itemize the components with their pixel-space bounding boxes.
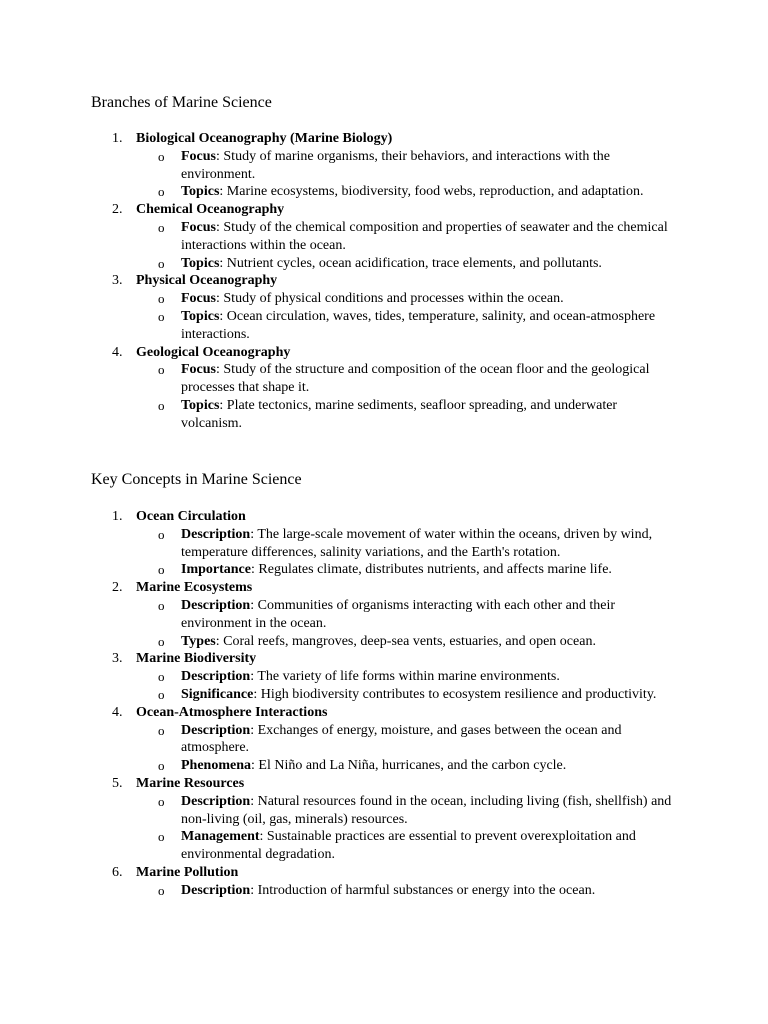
sub-item [0, 722, 681, 758]
circle-bullet-icon: o [158, 219, 165, 235]
sub-list [0, 361, 681, 432]
circle-bullet-icon: o [158, 758, 165, 774]
sub-item [0, 397, 681, 433]
circle-bullet-icon: o [158, 362, 165, 378]
sub-item-text [181, 397, 681, 433]
sub-item-label: Description [181, 669, 251, 685]
circle-bullet-icon: o [158, 148, 165, 164]
circle-bullet-icon: o [158, 722, 165, 738]
branches-list [0, 130, 681, 433]
sub-item-label: Focus [181, 148, 216, 164]
sub-item-label: Significance [181, 686, 254, 702]
item-number: 2. [112, 202, 123, 218]
sub-item-body: : Ocean circulation, waves, tides, temperature, salinity, and ocean-atmosphere interactions. [181, 308, 656, 342]
sub-item-text [181, 290, 681, 308]
sub-item-body: : Sustainable practices are essential to prevent overexploitation and environmental degradation. [181, 829, 636, 863]
sub-item-body: : High biodiversity contributes to ecosystem resilience and productivity. [253, 686, 657, 702]
sub-item-body: : Study of the structure and composition of the ocean floor and the geological processes that shape it. [181, 362, 650, 396]
circle-bullet-icon: o [158, 793, 165, 809]
list-item [0, 579, 681, 650]
sub-item-body: : Nutrient cycles, ocean acidification, trace elements, and pollutants. [219, 255, 602, 271]
sub-item-body: : Study of physical conditions and processes within the ocean. [216, 291, 564, 307]
sub-item [0, 757, 681, 775]
sub-item-label: Description [181, 722, 251, 738]
sub-item [0, 668, 681, 686]
sub-item-label: Focus [181, 291, 216, 307]
sub-list [0, 722, 681, 775]
sub-item-body: : El Niño and La Niña, hurricanes, and the carbon cycle. [251, 758, 567, 774]
sub-item-body: : The large-scale movement of water within the oceans, driven by wind, temperature differences, salinity variations, and the Earth's rotation. [181, 526, 653, 560]
sub-item [0, 633, 681, 651]
sub-item-text [181, 828, 681, 864]
sub-item [0, 561, 681, 579]
list-item [0, 775, 681, 864]
circle-bullet-icon: o [158, 291, 165, 307]
item-number: 5. [112, 775, 123, 791]
sub-item-text [181, 183, 681, 201]
item-title: Physical Oceanography [136, 273, 278, 289]
sub-item-text [181, 597, 681, 633]
sub-item-text [181, 882, 681, 900]
item-title: Ocean Circulation [136, 509, 246, 524]
concepts-heading: Key Concepts in Marine Science [91, 471, 302, 488]
sub-item-body: : Introduction of harmful substances or energy into the ocean. [250, 882, 596, 898]
sub-item-label: Management [181, 829, 260, 845]
item-title: Biological Oceanography (Marine Biology) [136, 131, 393, 146]
circle-bullet-icon: o [158, 397, 165, 413]
branches-heading: Branches of Marine Science [91, 94, 272, 111]
sub-item-label: Topics [181, 184, 220, 200]
sub-item-text [181, 308, 681, 344]
sub-item-text [181, 686, 681, 704]
item-number: 6. [112, 864, 123, 880]
item-title: Geological Oceanography [136, 344, 291, 360]
sub-list [0, 597, 681, 650]
sub-list [0, 219, 681, 272]
list-item [0, 704, 681, 775]
sub-item-text [181, 793, 681, 829]
sub-list [0, 668, 681, 704]
sub-item-text [181, 722, 681, 758]
sub-item-body: : Study of the chemical composition and properties of seawater and the chemical interactions within the ocean. [181, 219, 668, 253]
list-item [0, 344, 681, 433]
item-title: Marine Resources [136, 775, 245, 791]
sub-item [0, 597, 681, 633]
sub-item [0, 686, 681, 704]
sub-item-body: : Communities of organisms interacting with each other and their environment in the ocean. [181, 597, 616, 631]
sub-list [0, 882, 681, 900]
sub-item [0, 183, 681, 201]
sub-item-label: Focus [181, 362, 216, 378]
item-number: 1. [112, 509, 123, 524]
item-number: 4. [112, 704, 123, 720]
sub-item-label: Topics [181, 255, 220, 271]
sub-item-body: : Regulates climate, distributes nutrients, and affects marine life. [251, 562, 612, 578]
circle-bullet-icon: o [158, 308, 165, 324]
sub-item-body: : Exchanges of energy, moisture, and gases between the ocean and atmosphere. [181, 722, 622, 756]
sub-item-text [181, 148, 681, 184]
sub-item-body: : Coral reefs, mangroves, deep-sea vents, estuaries, and open ocean. [215, 633, 596, 649]
sub-item [0, 255, 681, 273]
sub-item-body: : The variety of life forms within marine environments. [250, 669, 560, 685]
item-title: Chemical Oceanography [136, 202, 285, 218]
circle-bullet-icon: o [158, 829, 165, 845]
circle-bullet-icon: o [158, 562, 165, 578]
sub-list [0, 290, 681, 343]
sub-item-label: Importance [181, 562, 251, 578]
sub-item [0, 361, 681, 397]
list-item [0, 650, 681, 703]
circle-bullet-icon: o [158, 633, 165, 649]
sub-item [0, 882, 681, 900]
sub-item-text [181, 361, 681, 397]
list-item [0, 272, 681, 343]
circle-bullet-icon: o [158, 686, 165, 702]
sub-item-body: : Study of marine organisms, their behaviors, and interactions with the environment. [181, 148, 610, 182]
sub-item [0, 290, 681, 308]
item-number: 3. [112, 651, 123, 667]
item-number: 4. [112, 344, 123, 360]
sub-item [0, 526, 681, 562]
sub-item-body: : Plate tectonics, marine sediments, seafloor spreading, and underwater volcanism. [181, 397, 618, 431]
sub-item-text [181, 526, 681, 562]
sub-item-label: Description [181, 526, 251, 542]
circle-bullet-icon: o [158, 255, 165, 271]
circle-bullet-icon: o [158, 526, 165, 542]
sub-item [0, 148, 681, 184]
sub-item-label: Focus [181, 219, 216, 235]
sub-item-label: Description [181, 793, 251, 809]
sub-item-label: Types [181, 633, 216, 649]
list-item [0, 130, 681, 201]
sub-item-text [181, 219, 681, 255]
sub-item [0, 308, 681, 344]
sub-list [0, 793, 681, 864]
item-number: 1. [112, 131, 123, 146]
sub-item [0, 219, 681, 255]
circle-bullet-icon: o [158, 597, 165, 613]
circle-bullet-icon: o [158, 882, 165, 898]
concepts-list [0, 508, 681, 900]
circle-bullet-icon: o [158, 669, 165, 685]
sub-item-text [181, 757, 681, 775]
item-number: 3. [112, 273, 123, 289]
sub-item-body: : Natural resources found in the ocean, including living (fish, shellfish) and non-living (oil, gas, minerals) resources. [181, 793, 672, 827]
sub-item [0, 793, 681, 829]
item-title: Ocean-Atmosphere Interactions [136, 704, 328, 720]
sub-item-text [181, 255, 681, 273]
sub-item-label: Description [181, 597, 251, 613]
sub-item-text [181, 633, 681, 651]
list-item [0, 864, 681, 900]
sub-item-label: Description [181, 882, 251, 898]
item-title: Marine Biodiversity [136, 651, 257, 667]
item-number: 2. [112, 580, 123, 596]
sub-item [0, 828, 681, 864]
item-title: Marine Ecosystems [136, 580, 253, 596]
sub-item-label: Topics [181, 308, 220, 324]
sub-item-label: Phenomena [181, 758, 251, 774]
sub-item-text [181, 668, 681, 686]
circle-bullet-icon: o [158, 184, 165, 200]
sub-item-text [181, 561, 681, 579]
sub-list [0, 148, 681, 201]
list-item [0, 201, 681, 272]
sub-list [0, 526, 681, 579]
list-item [0, 508, 681, 579]
sub-item-label: Topics [181, 397, 220, 413]
sub-item-body: : Marine ecosystems, biodiversity, food webs, reproduction, and adaptation. [219, 184, 644, 200]
item-title: Marine Pollution [136, 864, 239, 880]
